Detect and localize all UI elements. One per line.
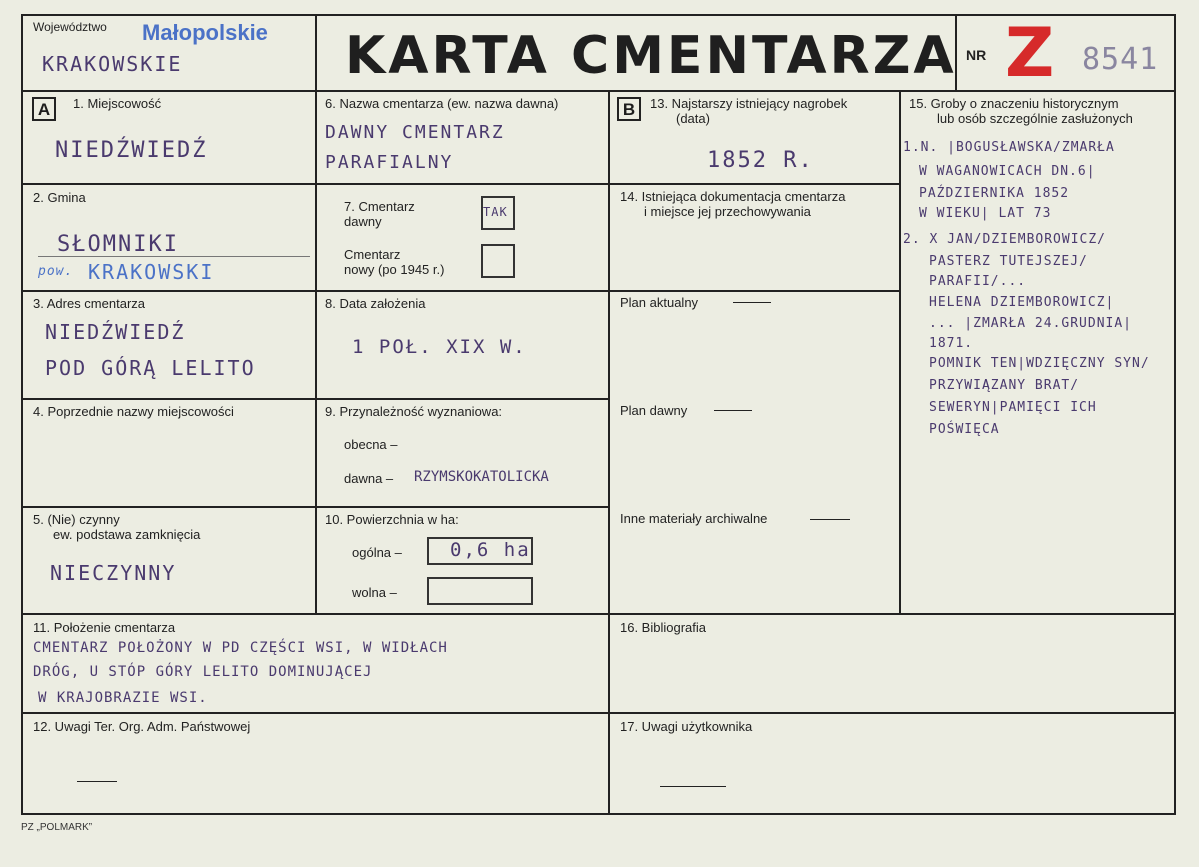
field-15-line: ... |ZMARŁA 24.GRUDNIA| (929, 316, 1133, 331)
field-17-dash (660, 786, 726, 787)
field-2-label: 2. Gmina (33, 190, 86, 205)
field-7-label: 7. Cmentarz (344, 199, 415, 214)
voivodeship-stamp: Małopolskie (142, 20, 268, 45)
field-9-current: obecna – (344, 437, 398, 452)
field-10-total-value: 0,6 ha (450, 539, 531, 561)
field-7-new-checkbox[interactable] (481, 244, 515, 278)
field-5-value: NIECZYNNY (50, 561, 177, 585)
field-2-pow: pow. (38, 264, 74, 279)
field-10-free: wolna – (352, 585, 397, 600)
nr-letter: Z (1005, 14, 1055, 93)
field-12-label: 12. Uwagi Ter. Org. Adm. Państwowej (33, 719, 251, 734)
field-5-label-2: ew. podstawa zamknięcia (53, 527, 201, 542)
field-15-line: HELENA DZIEMBOROWICZ| (929, 295, 1115, 310)
field-14-plan-current: Plan aktualny (620, 295, 699, 310)
field-15-line: W WIEKU| LAT 73 (919, 206, 1052, 221)
field-15-line: PARAFII/... (929, 274, 1027, 289)
nr-label: NR (966, 47, 987, 63)
section-b-marker: B (617, 97, 641, 121)
field-11-label: 11. Położenie cmentarza (33, 620, 176, 635)
field-3-value-2: POD GÓRĄ LELITO (45, 356, 256, 380)
field-10-total: ogólna – (352, 545, 402, 560)
field-10-free-box[interactable] (427, 577, 533, 605)
field-13-value: 1852 R. (707, 148, 814, 173)
field-14-other-dash (810, 519, 850, 520)
field-14-plan-current-dash (733, 302, 771, 303)
field-8-label: 8. Data założenia (325, 296, 426, 311)
field-13-label-1: 13. Najstarszy istniejący nagrobek (650, 96, 848, 111)
field-7-old-mark: TAK (483, 205, 508, 219)
field-9-former: dawna – (344, 471, 394, 486)
field-6-value-1: DAWNY CMENTARZ (325, 122, 505, 143)
field-6-label: 6. Nazwa cmentarza (ew. nazwa dawna) (325, 96, 559, 111)
field-14-label-2: i miejsce jej przechowywania (644, 204, 811, 219)
field-15-label-2: lub osób szczególnie zasłużonych (937, 111, 1133, 126)
field-12-dash (77, 781, 117, 782)
field-16-label: 16. Bibliografia (620, 620, 706, 635)
field-15-line: POMNIK TEN|WDZIĘCZNY SYN/ (929, 356, 1150, 371)
field-15-line: PRZYWIĄZANY BRAT/ (929, 378, 1080, 393)
field-15-line: 1.N. |BOGUSŁAWSKA/ZMARŁA (903, 140, 1115, 155)
section-a-marker: A (32, 97, 56, 121)
field-1-value: NIEDŹWIEDŹ (55, 138, 208, 163)
field-17-label: 17. Uwagi użytkownika (620, 719, 753, 734)
field-10-label: 10. Powierzchnia w ha: (325, 512, 459, 527)
voivodeship-value: KRAKOWSKIE (42, 52, 183, 76)
field-5-label-1: 5. (Nie) czynny (33, 512, 120, 527)
field-3-label: 3. Adres cmentarza (33, 296, 145, 311)
field-1-label: 1. Miejscowość (73, 96, 162, 111)
field-7-new-2: nowy (po 1945 r.) (344, 262, 445, 277)
field-15-line: 1871. (929, 336, 974, 351)
field-2-value: SŁOMNIKI (57, 232, 179, 257)
field-14-other: Inne materiały archiwalne (620, 511, 768, 526)
field-15-line: SEWERYN|PAMIĘCI ICH (929, 400, 1097, 415)
field-15-line: 2. X JAN/DZIEMBOROWICZ/ (903, 232, 1107, 247)
card-title: KARTA CMENTARZA (345, 26, 957, 86)
field-3-value-1: NIEDŹWIEDŹ (45, 320, 186, 344)
field-14-label-1: 14. Istniejąca dokumentacja cmentarza (620, 189, 846, 204)
field-14-plan-former-dash (714, 410, 752, 411)
field-15-line: PASTERZ TUTEJSZEJ/ (929, 254, 1088, 269)
field-2-value-2: KRAKOWSKI (88, 260, 215, 284)
field-9-label: 9. Przynależność wyznaniowa: (325, 404, 503, 419)
field-15-line: PAŹDZIERNIKA 1852 (919, 186, 1070, 201)
printer-imprint: PZ „POLMARK” (21, 822, 93, 833)
field-13-label-2: (data) (676, 111, 710, 126)
field-7-old: dawny (344, 214, 382, 229)
field-9-former-value: RZYMSKOKATOLICKA (414, 469, 549, 485)
field-2-underline (38, 256, 310, 257)
field-4-label: 4. Poprzednie nazwy miejscowości (33, 404, 234, 419)
field-15-line: W WAGANOWICACH DN.6| (919, 164, 1096, 179)
field-7-new-1: Cmentarz (344, 247, 401, 262)
field-11-value-2: DRÓG, U STÓP GÓRY LELITO DOMINUJĄCEJ (33, 664, 373, 680)
voivodeship-label: Województwo (33, 20, 107, 34)
field-15-label-1: 15. Groby o znaczeniu historycznym (909, 96, 1119, 111)
field-14-plan-former: Plan dawny (620, 403, 688, 418)
nr-number: 8541 (1082, 42, 1159, 77)
field-11-value-1: CMENTARZ POŁOŻONY W PD CZĘŚCI WSI, W WIDŁACH (33, 640, 448, 656)
field-15-line: POŚWIĘCA (929, 422, 1000, 437)
field-8-value: 1 POŁ. XIX W. (352, 336, 527, 358)
field-11-value-3: W KRAJOBRAZIE WSI. (38, 690, 208, 706)
field-6-value-2: PARAFIALNY (325, 152, 454, 173)
